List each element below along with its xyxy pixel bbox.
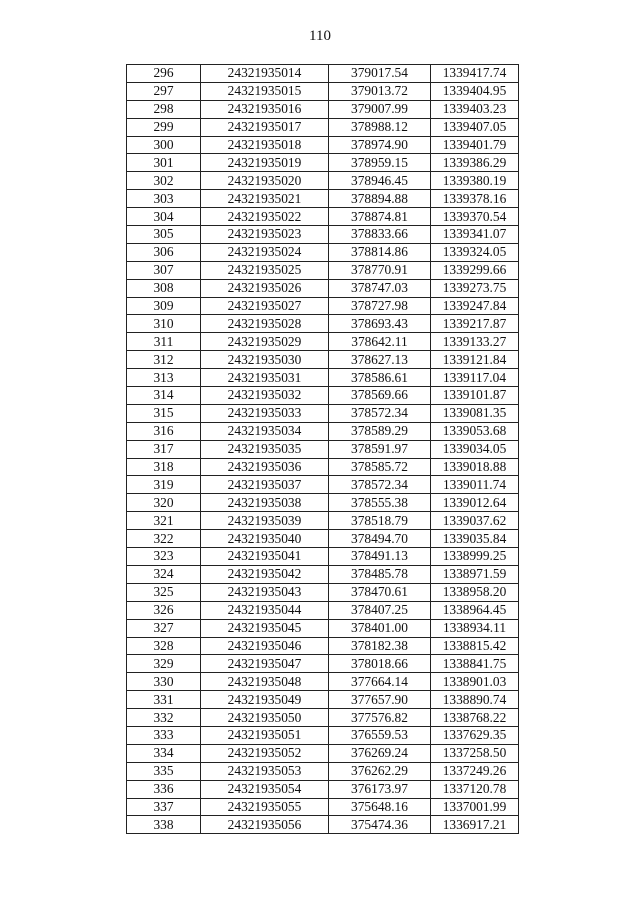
- point-id-cell: 24321935026: [201, 279, 329, 297]
- x-coordinate-cell: 378988.12: [329, 118, 431, 136]
- row-number-cell: 334: [127, 744, 201, 762]
- table-row: [127, 82, 519, 100]
- point-id-cell: 24321935022: [201, 208, 329, 226]
- x-coordinate-cell: 378959.15: [329, 154, 431, 172]
- x-coordinate-cell: 378182.38: [329, 637, 431, 655]
- table-row: [127, 208, 519, 226]
- table-row: [127, 673, 519, 691]
- y-coordinate-cell: 1339407.05: [431, 118, 519, 136]
- y-coordinate-cell: 1339012.64: [431, 494, 519, 512]
- row-number-cell: 307: [127, 261, 201, 279]
- x-coordinate-cell: 378518.79: [329, 512, 431, 530]
- y-coordinate-cell: 1339324.05: [431, 243, 519, 261]
- row-number-cell: 328: [127, 637, 201, 655]
- point-id-cell: 24321935031: [201, 369, 329, 387]
- row-number-cell: 335: [127, 762, 201, 780]
- y-coordinate-cell: 1339380.19: [431, 172, 519, 190]
- x-coordinate-cell: 375648.16: [329, 798, 431, 816]
- row-number-cell: 314: [127, 387, 201, 405]
- point-id-cell: 24321935049: [201, 691, 329, 709]
- x-coordinate-cell: 378494.70: [329, 530, 431, 548]
- table-row: [127, 440, 519, 458]
- row-number-cell: 325: [127, 583, 201, 601]
- table-row: [127, 655, 519, 673]
- table-row: [127, 780, 519, 798]
- x-coordinate-cell: 379013.72: [329, 82, 431, 100]
- table-row: [127, 226, 519, 244]
- row-number-cell: 306: [127, 243, 201, 261]
- row-number-cell: 332: [127, 709, 201, 727]
- x-coordinate-cell: 377664.14: [329, 673, 431, 691]
- x-coordinate-cell: 378401.00: [329, 619, 431, 637]
- row-number-cell: 305: [127, 226, 201, 244]
- x-coordinate-cell: 378727.98: [329, 297, 431, 315]
- table-row: [127, 816, 519, 834]
- row-number-cell: 322: [127, 530, 201, 548]
- y-coordinate-cell: 1339035.84: [431, 530, 519, 548]
- table-row: [127, 404, 519, 422]
- point-id-cell: 24321935030: [201, 351, 329, 369]
- row-number-cell: 330: [127, 673, 201, 691]
- y-coordinate-cell: 1339053.68: [431, 422, 519, 440]
- y-coordinate-cell: 1339417.74: [431, 65, 519, 83]
- row-number-cell: 321: [127, 512, 201, 530]
- table-row: [127, 315, 519, 333]
- row-number-cell: 338: [127, 816, 201, 834]
- table-body: [127, 65, 519, 834]
- row-number-cell: 296: [127, 65, 201, 83]
- x-coordinate-cell: 378485.78: [329, 565, 431, 583]
- row-number-cell: 324: [127, 565, 201, 583]
- x-coordinate-cell: 378894.88: [329, 190, 431, 208]
- point-id-cell: 24321935035: [201, 440, 329, 458]
- y-coordinate-cell: 1338901.03: [431, 673, 519, 691]
- y-coordinate-cell: 1337629.35: [431, 726, 519, 744]
- table-row: [127, 458, 519, 476]
- table-row: [127, 709, 519, 727]
- point-id-cell: 24321935039: [201, 512, 329, 530]
- x-coordinate-cell: 378569.66: [329, 387, 431, 405]
- y-coordinate-cell: 1338971.59: [431, 565, 519, 583]
- table-row: [127, 261, 519, 279]
- point-id-cell: 24321935056: [201, 816, 329, 834]
- x-coordinate-cell: 378572.34: [329, 404, 431, 422]
- x-coordinate-cell: 378470.61: [329, 583, 431, 601]
- y-coordinate-cell: 1339133.27: [431, 333, 519, 351]
- point-id-cell: 24321935019: [201, 154, 329, 172]
- point-id-cell: 24321935054: [201, 780, 329, 798]
- point-id-cell: 24321935033: [201, 404, 329, 422]
- table-row: [127, 351, 519, 369]
- point-id-cell: 24321935034: [201, 422, 329, 440]
- x-coordinate-cell: 378693.43: [329, 315, 431, 333]
- point-id-cell: 24321935040: [201, 530, 329, 548]
- table-row: [127, 583, 519, 601]
- point-id-cell: 24321935050: [201, 709, 329, 727]
- y-coordinate-cell: 1339273.75: [431, 279, 519, 297]
- table-row: [127, 136, 519, 154]
- x-coordinate-cell: 379007.99: [329, 100, 431, 118]
- row-number-cell: 315: [127, 404, 201, 422]
- row-number-cell: 304: [127, 208, 201, 226]
- y-coordinate-cell: 1339378.16: [431, 190, 519, 208]
- y-coordinate-cell: 1338890.74: [431, 691, 519, 709]
- point-id-cell: 24321935028: [201, 315, 329, 333]
- row-number-cell: 329: [127, 655, 201, 673]
- row-number-cell: 336: [127, 780, 201, 798]
- table-row: [127, 744, 519, 762]
- row-number-cell: 312: [127, 351, 201, 369]
- row-number-cell: 298: [127, 100, 201, 118]
- table-row: [127, 190, 519, 208]
- point-id-cell: 24321935048: [201, 673, 329, 691]
- point-id-cell: 24321935044: [201, 601, 329, 619]
- y-coordinate-cell: 1339370.54: [431, 208, 519, 226]
- point-id-cell: 24321935021: [201, 190, 329, 208]
- row-number-cell: 310: [127, 315, 201, 333]
- table-row: [127, 172, 519, 190]
- point-id-cell: 24321935029: [201, 333, 329, 351]
- y-coordinate-cell: 1339404.95: [431, 82, 519, 100]
- point-id-cell: 24321935053: [201, 762, 329, 780]
- table-row: [127, 512, 519, 530]
- y-coordinate-cell: 1339401.79: [431, 136, 519, 154]
- y-coordinate-cell: 1339037.62: [431, 512, 519, 530]
- row-number-cell: 323: [127, 548, 201, 566]
- point-id-cell: 24321935018: [201, 136, 329, 154]
- point-id-cell: 24321935055: [201, 798, 329, 816]
- row-number-cell: 301: [127, 154, 201, 172]
- x-coordinate-cell: 377576.82: [329, 709, 431, 727]
- row-number-cell: 319: [127, 476, 201, 494]
- point-id-cell: 24321935045: [201, 619, 329, 637]
- point-id-cell: 24321935023: [201, 226, 329, 244]
- x-coordinate-cell: 377657.90: [329, 691, 431, 709]
- page-number: 110: [309, 28, 331, 44]
- point-id-cell: 24321935041: [201, 548, 329, 566]
- y-coordinate-cell: 1338934.11: [431, 619, 519, 637]
- x-coordinate-cell: 379017.54: [329, 65, 431, 83]
- row-number-cell: 320: [127, 494, 201, 512]
- table-row: [127, 243, 519, 261]
- y-coordinate-cell: 1339299.66: [431, 261, 519, 279]
- point-id-cell: 24321935036: [201, 458, 329, 476]
- x-coordinate-cell: 378491.13: [329, 548, 431, 566]
- row-number-cell: 337: [127, 798, 201, 816]
- table-row: [127, 530, 519, 548]
- x-coordinate-cell: 378770.91: [329, 261, 431, 279]
- x-coordinate-cell: 378814.86: [329, 243, 431, 261]
- table-row: [127, 387, 519, 405]
- x-coordinate-cell: 375474.36: [329, 816, 431, 834]
- row-number-cell: 326: [127, 601, 201, 619]
- x-coordinate-cell: 378555.38: [329, 494, 431, 512]
- table-row: [127, 494, 519, 512]
- x-coordinate-cell: 378874.81: [329, 208, 431, 226]
- table-row: [127, 65, 519, 83]
- y-coordinate-cell: 1337001.99: [431, 798, 519, 816]
- point-id-cell: 24321935038: [201, 494, 329, 512]
- x-coordinate-cell: 376262.29: [329, 762, 431, 780]
- x-coordinate-cell: 378974.90: [329, 136, 431, 154]
- row-number-cell: 309: [127, 297, 201, 315]
- row-number-cell: 308: [127, 279, 201, 297]
- y-coordinate-cell: 1339011.74: [431, 476, 519, 494]
- x-coordinate-cell: 378407.25: [329, 601, 431, 619]
- x-coordinate-cell: 378585.72: [329, 458, 431, 476]
- x-coordinate-cell: 378833.66: [329, 226, 431, 244]
- x-coordinate-cell: 378627.13: [329, 351, 431, 369]
- table-row: [127, 333, 519, 351]
- point-id-cell: 24321935017: [201, 118, 329, 136]
- row-number-cell: 333: [127, 726, 201, 744]
- y-coordinate-cell: 1338841.75: [431, 655, 519, 673]
- y-coordinate-cell: 1337258.50: [431, 744, 519, 762]
- y-coordinate-cell: 1339121.84: [431, 351, 519, 369]
- table-row: [127, 279, 519, 297]
- table-row: [127, 619, 519, 637]
- point-id-cell: 24321935027: [201, 297, 329, 315]
- x-coordinate-cell: 378946.45: [329, 172, 431, 190]
- y-coordinate-cell: 1337120.78: [431, 780, 519, 798]
- point-id-cell: 24321935046: [201, 637, 329, 655]
- table-row: [127, 798, 519, 816]
- table-row: [127, 297, 519, 315]
- point-id-cell: 24321935051: [201, 726, 329, 744]
- x-coordinate-cell: 376559.53: [329, 726, 431, 744]
- y-coordinate-cell: 1339101.87: [431, 387, 519, 405]
- point-id-cell: 24321935047: [201, 655, 329, 673]
- row-number-cell: 327: [127, 619, 201, 637]
- y-coordinate-cell: 1339081.35: [431, 404, 519, 422]
- point-id-cell: 24321935020: [201, 172, 329, 190]
- x-coordinate-cell: 378642.11: [329, 333, 431, 351]
- table-row: [127, 369, 519, 387]
- table-row: [127, 118, 519, 136]
- x-coordinate-cell: 378572.34: [329, 476, 431, 494]
- y-coordinate-cell: 1338768.22: [431, 709, 519, 727]
- row-number-cell: 317: [127, 440, 201, 458]
- point-id-cell: 24321935014: [201, 65, 329, 83]
- y-coordinate-cell: 1339217.87: [431, 315, 519, 333]
- point-id-cell: 24321935037: [201, 476, 329, 494]
- row-number-cell: 303: [127, 190, 201, 208]
- row-number-cell: 318: [127, 458, 201, 476]
- table-row: [127, 548, 519, 566]
- table-row: [127, 100, 519, 118]
- x-coordinate-cell: 378747.03: [329, 279, 431, 297]
- x-coordinate-cell: 378586.61: [329, 369, 431, 387]
- y-coordinate-cell: 1338958.20: [431, 583, 519, 601]
- y-coordinate-cell: 1339341.07: [431, 226, 519, 244]
- y-coordinate-cell: 1336917.21: [431, 816, 519, 834]
- coordinates-table: [126, 64, 519, 834]
- y-coordinate-cell: 1337249.26: [431, 762, 519, 780]
- row-number-cell: 302: [127, 172, 201, 190]
- row-number-cell: 300: [127, 136, 201, 154]
- x-coordinate-cell: 378018.66: [329, 655, 431, 673]
- point-id-cell: 24321935032: [201, 387, 329, 405]
- y-coordinate-cell: 1339403.23: [431, 100, 519, 118]
- row-number-cell: 313: [127, 369, 201, 387]
- table-row: [127, 422, 519, 440]
- x-coordinate-cell: 378589.29: [329, 422, 431, 440]
- row-number-cell: 297: [127, 82, 201, 100]
- point-id-cell: 24321935025: [201, 261, 329, 279]
- table-row: [127, 691, 519, 709]
- row-number-cell: 331: [127, 691, 201, 709]
- y-coordinate-cell: 1339117.04: [431, 369, 519, 387]
- point-id-cell: 24321935043: [201, 583, 329, 601]
- point-id-cell: 24321935042: [201, 565, 329, 583]
- point-id-cell: 24321935015: [201, 82, 329, 100]
- table-row: [127, 601, 519, 619]
- table-row: [127, 726, 519, 744]
- table-row: [127, 637, 519, 655]
- point-id-cell: 24321935052: [201, 744, 329, 762]
- x-coordinate-cell: 376173.97: [329, 780, 431, 798]
- row-number-cell: 311: [127, 333, 201, 351]
- y-coordinate-cell: 1339018.88: [431, 458, 519, 476]
- row-number-cell: 316: [127, 422, 201, 440]
- row-number-cell: 299: [127, 118, 201, 136]
- y-coordinate-cell: 1339247.84: [431, 297, 519, 315]
- x-coordinate-cell: 378591.97: [329, 440, 431, 458]
- y-coordinate-cell: 1338999.25: [431, 548, 519, 566]
- table-row: [127, 476, 519, 494]
- point-id-cell: 24321935016: [201, 100, 329, 118]
- point-id-cell: 24321935024: [201, 243, 329, 261]
- x-coordinate-cell: 376269.24: [329, 744, 431, 762]
- table-row: [127, 762, 519, 780]
- y-coordinate-cell: 1339034.05: [431, 440, 519, 458]
- y-coordinate-cell: 1338815.42: [431, 637, 519, 655]
- table-row: [127, 565, 519, 583]
- y-coordinate-cell: 1339386.29: [431, 154, 519, 172]
- y-coordinate-cell: 1338964.45: [431, 601, 519, 619]
- table-row: [127, 154, 519, 172]
